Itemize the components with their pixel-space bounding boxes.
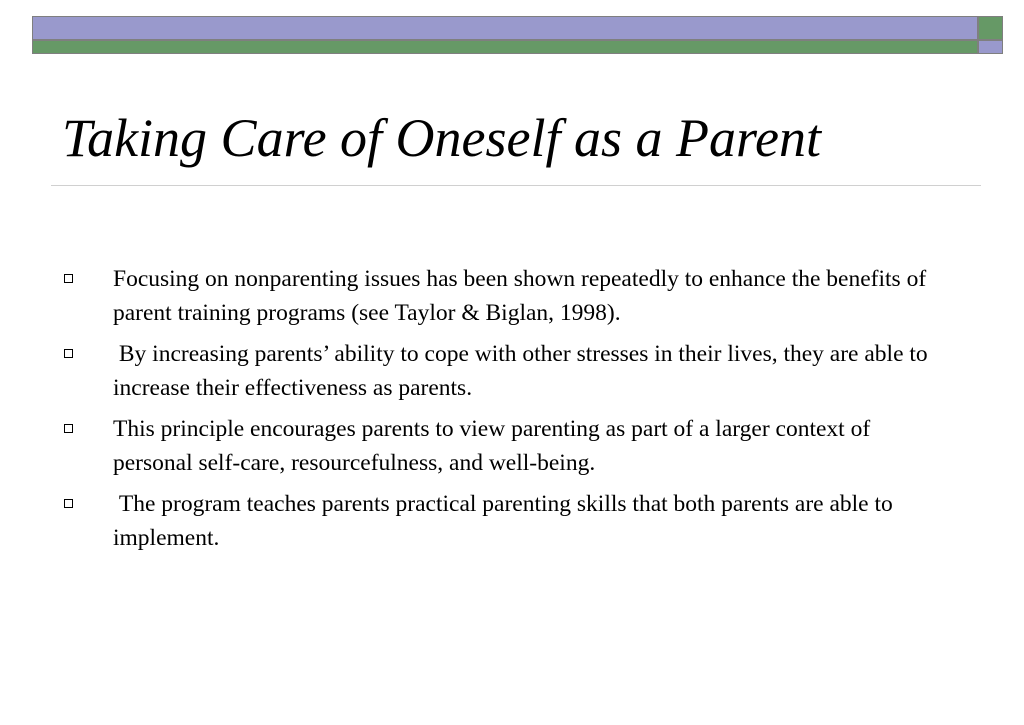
header-band-purple	[32, 16, 978, 40]
hollow-square-bullet-icon	[64, 424, 73, 433]
bullet-text: By increasing parents’ ability to cope with other stresses in their lives, they are able to increase their effectiveness as parents.	[113, 341, 934, 401]
slide-title: Taking Care of Oneself as a Parent	[62, 108, 821, 168]
bullet-item	[64, 337, 944, 405]
title-divider	[51, 185, 981, 186]
hollow-square-bullet-icon	[64, 274, 73, 283]
header-band-green	[32, 40, 978, 54]
bullet-list	[64, 262, 944, 562]
bullet-item	[64, 487, 944, 555]
header-corner-purple	[978, 40, 1003, 54]
bullet-item	[64, 262, 944, 330]
bullet-item	[64, 412, 944, 480]
bullet-text: This principle encourages parents to view parenting as part of a larger context of personal self-care, resourcefulness, and well-being.	[113, 416, 877, 476]
bullet-text: Focusing on nonparenting issues has been shown repeatedly to enhance the benefits of parent training programs (see Taylor & Biglan, 1998).	[113, 266, 933, 326]
header-corner-green	[978, 16, 1003, 40]
hollow-square-bullet-icon	[64, 349, 73, 358]
hollow-square-bullet-icon	[64, 499, 73, 508]
bullet-text: The program teaches parents practical parenting skills that both parents are able to implement.	[113, 491, 899, 551]
